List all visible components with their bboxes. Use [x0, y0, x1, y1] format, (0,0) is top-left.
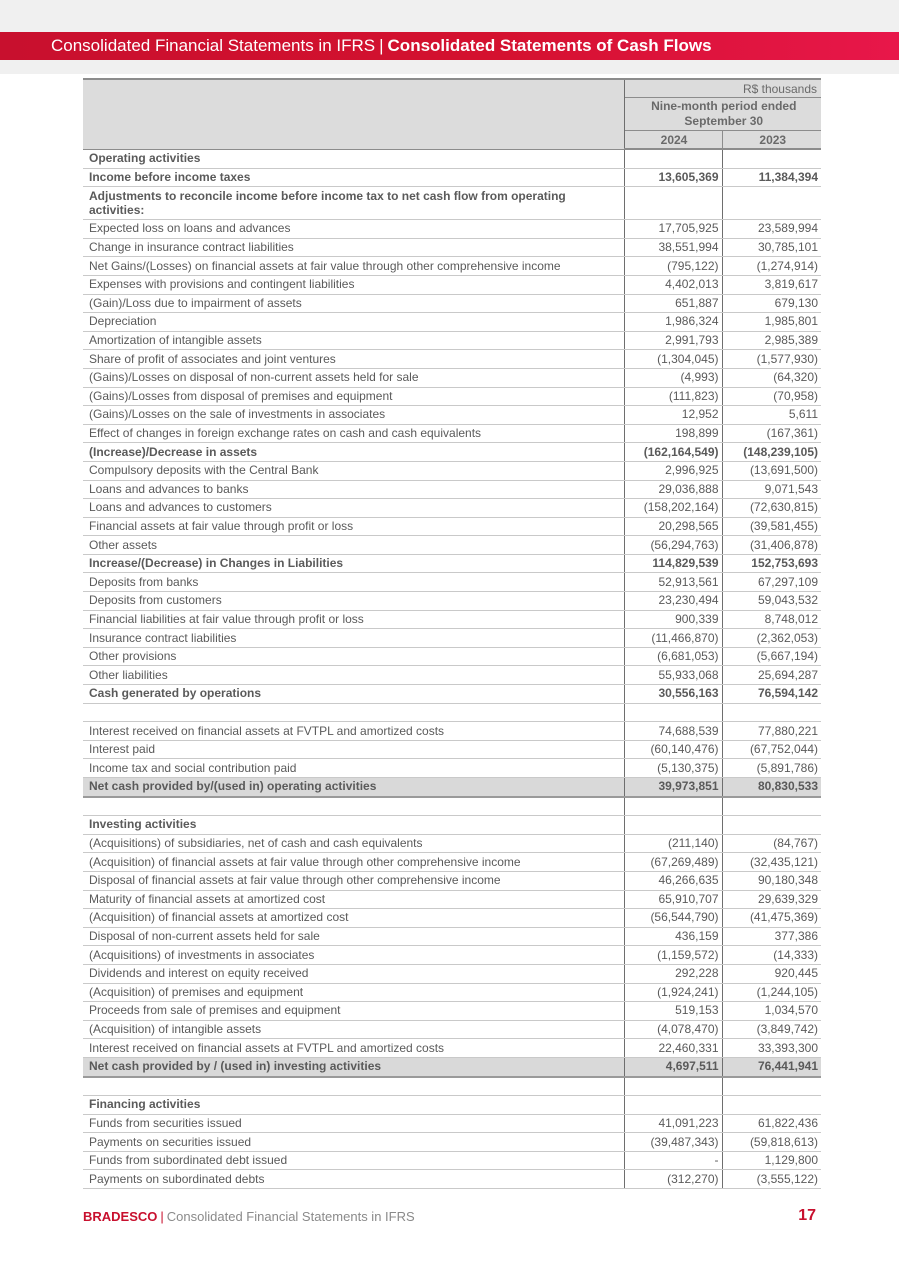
row-label: (Acquisition) of intangible assets	[83, 1020, 624, 1039]
row-label: Payments on subordinated debts	[83, 1170, 624, 1189]
table-row	[83, 629, 821, 648]
header-under-band	[0, 60, 899, 74]
value-2023	[722, 187, 821, 220]
value-2024: (56,294,763)	[624, 536, 722, 555]
row-label: Other assets	[83, 536, 624, 555]
row-label	[83, 1077, 624, 1096]
value-2024: 2,996,925	[624, 461, 722, 480]
value-2024: (67,269,489)	[624, 853, 722, 872]
row-label: Payments on securities issued	[83, 1133, 624, 1152]
value-2024: (56,544,790)	[624, 909, 722, 928]
table-header	[83, 79, 821, 149]
row-label: (Gains)/Losses from disposal of premises and equipment	[83, 387, 624, 406]
table-row	[83, 536, 821, 555]
value-2023: (41,475,369)	[722, 909, 821, 928]
table-row	[83, 685, 821, 704]
row-label: Funds from securities issued	[83, 1114, 624, 1133]
value-2023: 3,819,617	[722, 275, 821, 294]
row-label: Interest received on financial assets at FVTPL and amortized costs	[83, 722, 624, 741]
value-2023: (59,818,613)	[722, 1133, 821, 1152]
table-row	[83, 220, 821, 239]
value-2023: 61,822,436	[722, 1114, 821, 1133]
value-2024: 22,460,331	[624, 1039, 722, 1058]
table-row	[83, 517, 821, 536]
value-2024: 17,705,925	[624, 220, 722, 239]
table-row	[83, 275, 821, 294]
row-label: Share of profit of associates and joint ventures	[83, 350, 624, 369]
header-label-cell	[83, 79, 624, 149]
value-2023: (167,361)	[722, 424, 821, 443]
table-row	[83, 480, 821, 499]
value-2024: 29,036,888	[624, 480, 722, 499]
table-row	[83, 964, 821, 983]
row-label: Net Gains/(Losses) on financial assets at fair value through other comprehensive income	[83, 257, 624, 276]
value-2023	[722, 816, 821, 835]
table-row	[83, 350, 821, 369]
value-2023: 76,594,142	[722, 685, 821, 704]
value-2024	[624, 187, 722, 220]
value-2023: (5,667,194)	[722, 647, 821, 666]
row-label: Financial assets at fair value through profit or loss	[83, 517, 624, 536]
value-2024: 12,952	[624, 406, 722, 425]
value-2024: 2,991,793	[624, 331, 722, 350]
value-2024	[624, 703, 722, 722]
value-2023: 80,830,533	[722, 778, 821, 797]
row-label	[83, 797, 624, 816]
value-2023: 33,393,300	[722, 1039, 821, 1058]
row-label: Expected loss on loans and advances	[83, 220, 624, 239]
row-label: Operating activities	[83, 149, 624, 168]
value-2024: 436,159	[624, 927, 722, 946]
value-2023: 67,297,109	[722, 573, 821, 592]
table-row	[83, 1039, 821, 1058]
value-2024: (6,681,053)	[624, 647, 722, 666]
row-label: (Acquisitions) of investments in associates	[83, 946, 624, 965]
value-2024: (162,164,549)	[624, 443, 722, 462]
table-row	[83, 424, 821, 443]
value-2023: (5,891,786)	[722, 759, 821, 778]
row-label: (Acquisitions) of subsidiaries, net of cash and cash equivalents	[83, 834, 624, 853]
table-row	[83, 740, 821, 759]
table-row	[83, 909, 821, 928]
footer-brand: BRADESCO	[83, 1209, 158, 1224]
table-row	[83, 313, 821, 332]
value-2023: (13,691,500)	[722, 461, 821, 480]
value-2023: (31,406,878)	[722, 536, 821, 555]
table-row	[83, 759, 821, 778]
year-2023: 2023	[722, 131, 821, 150]
table-row	[83, 1020, 821, 1039]
value-2024: 4,402,013	[624, 275, 722, 294]
table-row	[83, 238, 821, 257]
row-label: Financial liabilities at fair value through profit or loss	[83, 610, 624, 629]
value-2023: 152,753,693	[722, 554, 821, 573]
value-2024: (11,466,870)	[624, 629, 722, 648]
value-2024: (4,078,470)	[624, 1020, 722, 1039]
table-row	[83, 1133, 821, 1152]
value-2024: 23,230,494	[624, 592, 722, 611]
row-label: Dividends and interest on equity received	[83, 964, 624, 983]
table-row	[83, 1002, 821, 1021]
value-2023	[722, 149, 821, 168]
row-label: Effect of changes in foreign exchange rates on cash and cash equivalents	[83, 424, 624, 443]
row-label	[83, 703, 624, 722]
value-2024: 52,913,561	[624, 573, 722, 592]
value-2024: 55,933,068	[624, 666, 722, 685]
value-2024: 1,986,324	[624, 313, 722, 332]
value-2024: 4,697,511	[624, 1057, 722, 1076]
value-2023: (3,849,742)	[722, 1020, 821, 1039]
top-margin	[0, 0, 899, 32]
value-2024: (1,159,572)	[624, 946, 722, 965]
value-2024: (1,924,241)	[624, 983, 722, 1002]
unit-label: R$ thousands	[624, 79, 821, 98]
spacer-row	[83, 1077, 821, 1096]
value-2024: 198,899	[624, 424, 722, 443]
table-row	[83, 983, 821, 1002]
row-label: Deposits from banks	[83, 573, 624, 592]
value-2024: 651,887	[624, 294, 722, 313]
value-2024: 519,153	[624, 1002, 722, 1021]
value-2023	[722, 1077, 821, 1096]
value-2023: 11,384,394	[722, 168, 821, 187]
table-row	[83, 1114, 821, 1133]
footer-text: Consolidated Financial Statements in IFRS	[166, 1209, 415, 1224]
row-label: (Gain)/Loss due to impairment of assets	[83, 294, 624, 313]
value-2024: (312,270)	[624, 1170, 722, 1189]
table-row	[83, 890, 821, 909]
value-2023	[722, 797, 821, 816]
value-2024: 39,973,851	[624, 778, 722, 797]
row-label: Investing activities	[83, 816, 624, 835]
row-label: Interest received on financial assets at FVTPL and amortized costs	[83, 1039, 624, 1058]
table-row	[83, 816, 821, 835]
row-label: (Acquisition) of financial assets at fair value through other comprehensive income	[83, 853, 624, 872]
table-row	[83, 168, 821, 187]
value-2024: 46,266,635	[624, 871, 722, 890]
row-label: Expenses with provisions and contingent liabilities	[83, 275, 624, 294]
row-label: Net cash provided by / (used in) investing activities	[83, 1057, 624, 1076]
row-label: (Acquisition) of financial assets at amortized cost	[83, 909, 624, 928]
value-2023: 679,130	[722, 294, 821, 313]
row-label: Funds from subordinated debt issued	[83, 1151, 624, 1170]
row-label: Loans and advances to banks	[83, 480, 624, 499]
value-2024	[624, 797, 722, 816]
value-2024: 13,605,369	[624, 168, 722, 187]
value-2024: -	[624, 1151, 722, 1170]
value-2024	[624, 816, 722, 835]
value-2023: (70,958)	[722, 387, 821, 406]
value-2024: (158,202,164)	[624, 499, 722, 518]
value-2023: (39,581,455)	[722, 517, 821, 536]
table-row	[83, 1170, 821, 1189]
value-2024: 20,298,565	[624, 517, 722, 536]
table-row	[83, 443, 821, 462]
row-label: (Acquisition) of premises and equipment	[83, 983, 624, 1002]
value-2023: 377,386	[722, 927, 821, 946]
value-2023: (14,333)	[722, 946, 821, 965]
value-2023: 23,589,994	[722, 220, 821, 239]
table-row	[83, 834, 821, 853]
table-row	[83, 647, 821, 666]
row-label: (Gains)/Losses on disposal of non-current assets held for sale	[83, 368, 624, 387]
table-row	[83, 461, 821, 480]
cash-flow-table	[83, 78, 821, 1189]
value-2024: (211,140)	[624, 834, 722, 853]
value-2023	[722, 1096, 821, 1115]
value-2023: (2,362,053)	[722, 629, 821, 648]
value-2023: 8,748,012	[722, 610, 821, 629]
value-2024: 38,551,994	[624, 238, 722, 257]
row-label: Income before income taxes	[83, 168, 624, 187]
value-2023: 30,785,101	[722, 238, 821, 257]
table-row	[83, 406, 821, 425]
value-2024: 114,829,539	[624, 554, 722, 573]
value-2023	[722, 703, 821, 722]
table-body	[83, 149, 821, 1189]
table-row	[83, 331, 821, 350]
row-label: Net cash provided by/(used in) operating activities	[83, 778, 624, 797]
row-label: Change in insurance contract liabilities	[83, 238, 624, 257]
value-2023: 9,071,543	[722, 480, 821, 499]
value-2024: (111,823)	[624, 387, 722, 406]
value-2023: (32,435,121)	[722, 853, 821, 872]
value-2023: 25,694,287	[722, 666, 821, 685]
value-2023: (1,577,930)	[722, 350, 821, 369]
value-2023: 90,180,348	[722, 871, 821, 890]
value-2023: (148,239,105)	[722, 443, 821, 462]
row-label: Disposal of financial assets at fair value through other comprehensive income	[83, 871, 624, 890]
value-2023: 59,043,532	[722, 592, 821, 611]
value-2023: (64,320)	[722, 368, 821, 387]
row-label: Cash generated by operations	[83, 685, 624, 704]
value-2023: 77,880,221	[722, 722, 821, 741]
spacer-row	[83, 797, 821, 816]
row-label: Other provisions	[83, 647, 624, 666]
table-row	[83, 499, 821, 518]
value-2023: 1,129,800	[722, 1151, 821, 1170]
value-2023: 920,445	[722, 964, 821, 983]
table-row	[83, 387, 821, 406]
value-2023: (1,274,914)	[722, 257, 821, 276]
row-label: Proceeds from sale of premises and equipment	[83, 1002, 624, 1021]
row-label: Insurance contract liabilities	[83, 629, 624, 648]
value-2024: 900,339	[624, 610, 722, 629]
page-number: 17	[798, 1207, 816, 1224]
value-2023: 76,441,941	[722, 1057, 821, 1076]
value-2024	[624, 149, 722, 168]
value-2024: (795,122)	[624, 257, 722, 276]
value-2023: (84,767)	[722, 834, 821, 853]
table-row	[83, 1096, 821, 1115]
value-2024: 292,228	[624, 964, 722, 983]
table-row	[83, 294, 821, 313]
value-2024: 30,556,163	[624, 685, 722, 704]
value-2023: 29,639,329	[722, 890, 821, 909]
value-2024: (1,304,045)	[624, 350, 722, 369]
value-2023: 5,611	[722, 406, 821, 425]
value-2023: (72,630,815)	[722, 499, 821, 518]
value-2023: 1,985,801	[722, 313, 821, 332]
value-2024: (5,130,375)	[624, 759, 722, 778]
table-row	[83, 149, 821, 168]
row-label: Income tax and social contribution paid	[83, 759, 624, 778]
table-row	[83, 554, 821, 573]
table-row	[83, 722, 821, 741]
page-footer	[83, 1208, 816, 1226]
period-label: Nine-month period ended September 30	[624, 98, 821, 131]
row-label: Other liabilities	[83, 666, 624, 685]
value-2024	[624, 1077, 722, 1096]
value-2023: (1,244,105)	[722, 983, 821, 1002]
header-title: Consolidated Statements of Cash Flows	[387, 36, 712, 55]
table-row	[83, 573, 821, 592]
year-2024: 2024	[624, 131, 722, 150]
row-label: (Gains)/Losses on the sale of investments in associates	[83, 406, 624, 425]
value-2024	[624, 1096, 722, 1115]
table-row	[83, 666, 821, 685]
header-section: Consolidated Financial Statements in IFRS	[51, 36, 376, 55]
row-label: Compulsory deposits with the Central Bank	[83, 461, 624, 480]
value-2023: 1,034,570	[722, 1002, 821, 1021]
table-row	[83, 927, 821, 946]
row-label: (Increase)/Decrease in assets	[83, 443, 624, 462]
table-row	[83, 946, 821, 965]
total-row	[83, 1057, 821, 1076]
table-row	[83, 610, 821, 629]
total-row	[83, 778, 821, 797]
footer-separator: |	[160, 1209, 164, 1224]
value-2024: 65,910,707	[624, 890, 722, 909]
row-label: Increase/(Decrease) in Changes in Liabilities	[83, 554, 624, 573]
value-2024: 74,688,539	[624, 722, 722, 741]
row-label: Amortization of intangible assets	[83, 331, 624, 350]
table-row	[83, 871, 821, 890]
value-2024: 41,091,223	[624, 1114, 722, 1133]
value-2024: (39,487,343)	[624, 1133, 722, 1152]
row-label: Adjustments to reconcile income before income tax to net cash flow from operating activities:	[83, 187, 624, 220]
row-label: Financing activities	[83, 1096, 624, 1115]
row-label: Deposits from customers	[83, 592, 624, 611]
table-row	[83, 257, 821, 276]
table-row	[83, 853, 821, 872]
table-row	[83, 1151, 821, 1170]
value-2023: (3,555,122)	[722, 1170, 821, 1189]
spacer-row	[83, 703, 821, 722]
table-row	[83, 592, 821, 611]
header-separator: |	[379, 36, 384, 55]
table-row	[83, 187, 821, 220]
row-label: Maturity of financial assets at amortized cost	[83, 890, 624, 909]
row-label: Depreciation	[83, 313, 624, 332]
value-2024: (60,140,476)	[624, 740, 722, 759]
row-label: Loans and advances to customers	[83, 499, 624, 518]
value-2023: (67,752,044)	[722, 740, 821, 759]
header-banner	[0, 32, 899, 60]
value-2024: (4,993)	[624, 368, 722, 387]
table-row	[83, 368, 821, 387]
row-label: Interest paid	[83, 740, 624, 759]
value-2023: 2,985,389	[722, 331, 821, 350]
row-label: Disposal of non-current assets held for sale	[83, 927, 624, 946]
